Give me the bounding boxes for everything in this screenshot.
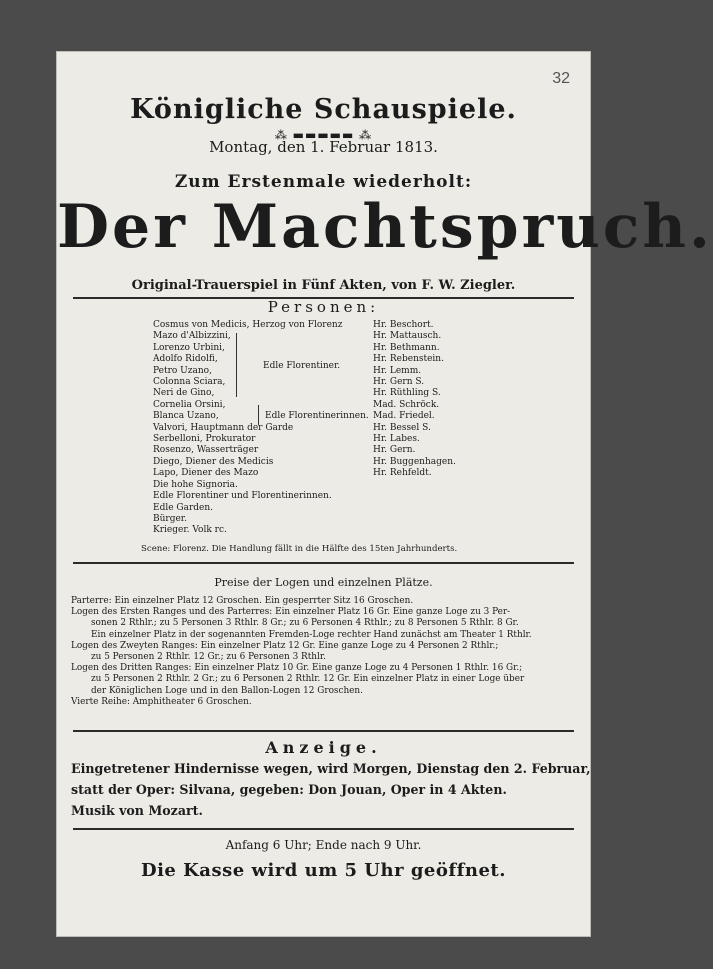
cast-entry: Bürger. [153, 513, 187, 524]
cast-entry: Krieger. Volk rc. [153, 525, 227, 536]
actor-entry: Hr. Labes. [373, 434, 420, 445]
price-line: Parterre: Ein einzelner Platz 12 Groschen. Ein gesperrter Sitz 16 Groschen. [71, 596, 414, 606]
ornament-divider: ⁂ ▬▬▬▬▬ ⁂ [274, 128, 373, 142]
cast-entry: Mazo d'Albizzini, [153, 331, 231, 342]
cast-entry: Blanca Uzano, [153, 411, 219, 422]
cast-entry: Edle Florentiner und Florentinerinnen. [153, 491, 332, 502]
cast-entry: Serbelloni, Prokurator [153, 434, 256, 445]
cast-entry: Diego, Diener des Medicis [153, 456, 274, 467]
cast-entry: Edle Garden. [153, 502, 213, 513]
actor-entry: Hr. Lemm. [373, 365, 422, 376]
price-line: Vierte Reihe: Amphitheater 6 Groschen. [71, 696, 252, 707]
performance-date: Montag, den 1. Februar 1813. [209, 138, 438, 156]
actor-entry: Hr. Buggenhagen. [373, 456, 456, 467]
actor-entry: Mad. Schröck. [373, 399, 440, 410]
actor-entry: Hr. Beschort. [373, 320, 434, 330]
repeat-note: Zum Erstenmale wiederholt: [174, 172, 473, 192]
anzeige-line: Musik von Mozart. [71, 803, 203, 818]
actor-entry: Hr. Bessel S. [373, 422, 431, 433]
cast-list [153, 320, 342, 537]
cast-entry: Petro Uzano, [153, 365, 212, 376]
price-line: Ein einzelner Platz in der sogenannten Fremden-Loge rechter Hand zunächst am Theater 1 Rthlr. [91, 629, 532, 640]
cast-entry: Valvori, Hauptmann der Garde [153, 422, 294, 433]
price-line: der Königlichen Loge und in den Ballon-Logen 12 Groschen. [91, 685, 363, 696]
cast-entry: Cosmus von Medicis, Herzog von Florenz [153, 320, 343, 330]
anzeige-line: statt der Oper: Silvana, gegeben: Don Jouan, Oper in 4 Akten. [71, 782, 507, 797]
anzeige-line: Eingetretener Hindernisse wegen, wird Morgen, Dienstag den 2. Februar, [71, 761, 591, 776]
prices-heading: Preise der Logen und einzelnen Plätze. [214, 576, 433, 589]
price-line: zu 5 Personen 2 Rthlr. 12 Gr.; zu 6 Personen 3 Rthlr. [91, 652, 326, 663]
start-end-times: Anfang 6 Uhr; Ende nach 9 Uhr. [225, 838, 422, 852]
group-label-florentiner: Edle Florentiner. [263, 361, 341, 371]
divider-line [73, 828, 574, 830]
cast-entry: Rosenzo, Wasserträger [153, 445, 259, 456]
actor-entry: Hr. Rehfeldt. [373, 468, 432, 479]
personen-heading: Personen: [267, 298, 380, 316]
actor-entry: Hr. Gern S. [373, 377, 425, 388]
price-line: Logen des Zweyten Ranges: Ein einzelner Platz 12 Gr. Eine ganze Loge zu 4 Personen 2 Rthlr.; [71, 640, 499, 651]
price-list [71, 596, 532, 708]
price-line: Logen des Ersten Ranges und des Parterres: Ein einzelner Platz 16 Gr. Eine ganze Loge zu 3 Per- [71, 607, 511, 618]
group-brace [253, 405, 259, 425]
cast-entry: Neri de Gino, [153, 388, 215, 399]
divider-line [73, 730, 574, 732]
group-brace [231, 333, 237, 397]
playbill-sheet [57, 52, 713, 936]
cast-entry: Colonna Sciara, [153, 377, 226, 388]
page-number: 32 [552, 70, 570, 87]
cast-entry: Cornelia Orsini, [153, 399, 226, 410]
actor-entry: Hr. Gern. [373, 445, 416, 456]
scene-note: Scene: Florenz. Die Handlung fällt in die Hälfte des 15ten Jahrhunderts. [141, 544, 458, 554]
theatre-title: Königliche Schauspiele. [130, 94, 517, 125]
price-line: sonen 2 Rthlr.; zu 5 Personen 3 Rthlr. 8 Gr.; zu 6 Personen 4 Rthlr.; zu 8 Personen 5 Rthlr. 8 Gr. [91, 618, 519, 629]
play-title: Der Machtspruch. [57, 192, 713, 262]
group-label-florentinerinnen: Edle Florentinerinnen. [265, 411, 369, 421]
box-office-note: Die Kasse wird um 5 Uhr geöffnet. [140, 860, 506, 881]
actor-entry: Hr. Mattausch. [373, 331, 442, 342]
actor-entry: Hr. Rebenstein. [373, 354, 444, 365]
price-line: zu 5 Personen 2 Rthlr. 2 Gr.; zu 6 Personen 2 Rthlr. 12 Gr. Ein einzelner Platz in einer Loge über [91, 674, 525, 685]
play-subtitle: Original-Trauerspiel in Fünf Akten, von F. W. Ziegler. [131, 278, 516, 293]
anzeige-text [71, 758, 591, 821]
divider-line [73, 562, 574, 564]
actor-list [373, 320, 456, 480]
actor-entry: Mad. Friedel. [373, 411, 435, 422]
cast-entry: Lorenzo Urbini, [153, 342, 225, 353]
cast-entry: Adolfo Ridolfi, [153, 354, 218, 365]
anzeige-heading: Anzeige. [265, 738, 382, 757]
actor-entry: Hr. Bethmann. [373, 342, 440, 353]
actor-entry: Hr. Rüthling S. [373, 388, 441, 399]
price-line: Logen des Dritten Ranges: Ein einzelner Platz 10 Gr. Eine ganze Loge zu 4 Personen 1 Rthlr. 16 Gr.; [71, 663, 523, 674]
cast-entry: Die hohe Signoria. [153, 479, 238, 490]
cast-entry: Lapo, Diener des Mazo [153, 468, 259, 479]
